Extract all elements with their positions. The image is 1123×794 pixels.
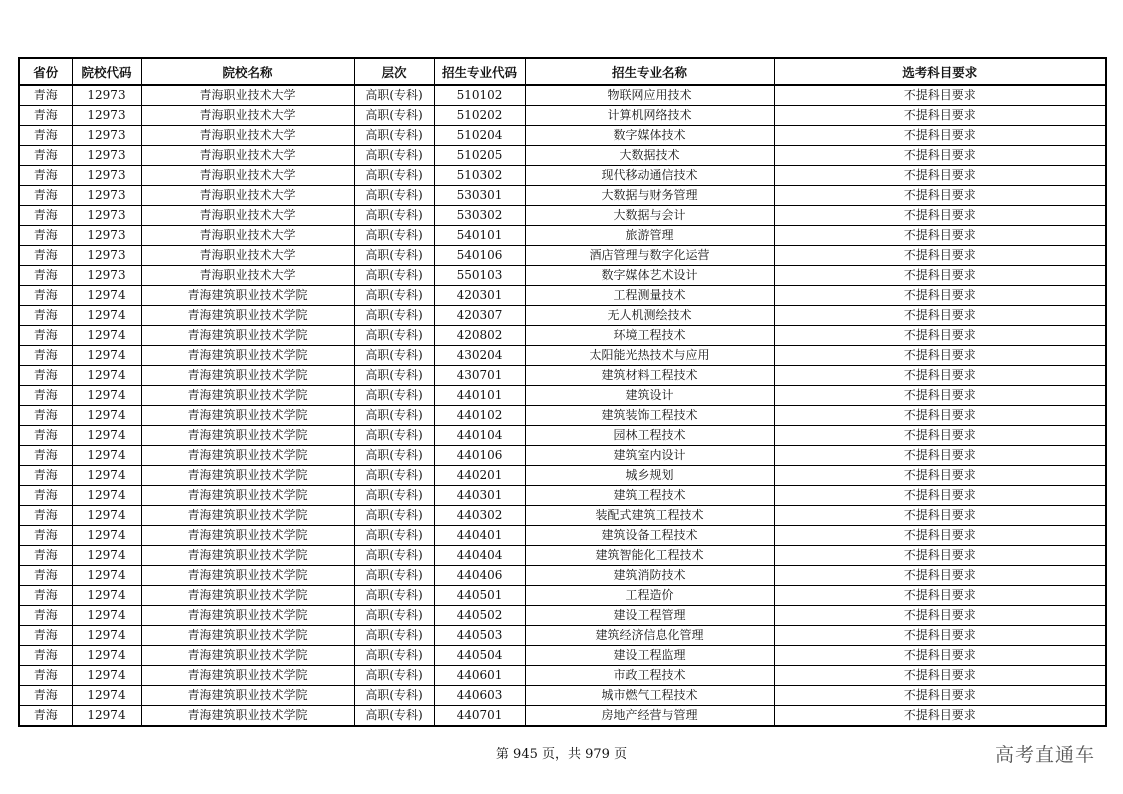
- cell-school-name: 青海建筑职业技术学院: [141, 626, 354, 646]
- cell-province: 青海: [19, 606, 72, 626]
- cell-level: 高职(专科): [354, 626, 434, 646]
- cell-school-name: 青海职业技术大学: [141, 206, 354, 226]
- cell-school-code: 12974: [72, 706, 141, 727]
- cell-school-code: 12973: [72, 266, 141, 286]
- cell-subject-requirement: 不提科目要求: [774, 306, 1106, 326]
- cell-major-name: 建筑室内设计: [525, 446, 774, 466]
- cell-major-code: 440502: [434, 606, 525, 626]
- header-row: [19, 58, 1106, 85]
- cell-subject-requirement: 不提科目要求: [774, 646, 1106, 666]
- cell-subject-requirement: 不提科目要求: [774, 446, 1106, 466]
- cell-school-code: 12974: [72, 686, 141, 706]
- cell-major-name: 现代移动通信技术: [525, 166, 774, 186]
- cell-subject-requirement: 不提科目要求: [774, 626, 1106, 646]
- cell-level: 高职(专科): [354, 286, 434, 306]
- cell-school-code: 12974: [72, 606, 141, 626]
- cell-school-name: 青海建筑职业技术学院: [141, 326, 354, 346]
- cell-major-name: 太阳能光热技术与应用: [525, 346, 774, 366]
- cell-province: 青海: [19, 426, 72, 446]
- cell-school-code: 12973: [72, 246, 141, 266]
- cell-major-name: 建设工程监理: [525, 646, 774, 666]
- cell-major-code: 540101: [434, 226, 525, 246]
- cell-subject-requirement: 不提科目要求: [774, 526, 1106, 546]
- cell-level: 高职(专科): [354, 146, 434, 166]
- cell-major-code: 540106: [434, 246, 525, 266]
- cell-school-code: 12973: [72, 85, 141, 106]
- cell-school-name: 青海建筑职业技术学院: [141, 566, 354, 586]
- cell-major-code: 530302: [434, 206, 525, 226]
- cell-major-name: 园林工程技术: [525, 426, 774, 446]
- cell-major-name: 城市燃气工程技术: [525, 686, 774, 706]
- cell-major-code: 530301: [434, 186, 525, 206]
- column-header-school-code: 院校代码: [72, 58, 141, 85]
- cell-province: 青海: [19, 266, 72, 286]
- cell-province: 青海: [19, 106, 72, 126]
- cell-school-name: 青海建筑职业技术学院: [141, 606, 354, 626]
- cell-province: 青海: [19, 486, 72, 506]
- cell-province: 青海: [19, 246, 72, 266]
- cell-major-code: 440301: [434, 486, 525, 506]
- cell-major-name: 建筑智能化工程技术: [525, 546, 774, 566]
- cell-province: 青海: [19, 506, 72, 526]
- cell-major-code: 430701: [434, 366, 525, 386]
- cell-major-code: 440504: [434, 646, 525, 666]
- cell-subject-requirement: 不提科目要求: [774, 266, 1106, 286]
- table-row: [19, 326, 1106, 346]
- cell-school-name: 青海建筑职业技术学院: [141, 666, 354, 686]
- cell-school-code: 12974: [72, 646, 141, 666]
- cell-level: 高职(专科): [354, 85, 434, 106]
- cell-subject-requirement: 不提科目要求: [774, 706, 1106, 727]
- cell-school-code: 12974: [72, 486, 141, 506]
- cell-major-name: 环境工程技术: [525, 326, 774, 346]
- cell-major-name: 市政工程技术: [525, 666, 774, 686]
- cell-subject-requirement: 不提科目要求: [774, 85, 1106, 106]
- cell-school-name: 青海职业技术大学: [141, 246, 354, 266]
- cell-subject-requirement: 不提科目要求: [774, 486, 1106, 506]
- cell-level: 高职(专科): [354, 566, 434, 586]
- cell-school-code: 12974: [72, 626, 141, 646]
- table-row: [19, 626, 1106, 646]
- cell-school-code: 12974: [72, 366, 141, 386]
- cell-subject-requirement: 不提科目要求: [774, 166, 1106, 186]
- cell-major-name: 建筑设计: [525, 386, 774, 406]
- cell-school-code: 12974: [72, 326, 141, 346]
- cell-school-code: 12974: [72, 446, 141, 466]
- cell-province: 青海: [19, 306, 72, 326]
- table-row: [19, 286, 1106, 306]
- column-header-province: 省份: [19, 58, 72, 85]
- cell-school-name: 青海建筑职业技术学院: [141, 486, 354, 506]
- cell-major-name: 房地产经营与管理: [525, 706, 774, 727]
- cell-province: 青海: [19, 526, 72, 546]
- cell-level: 高职(专科): [354, 206, 434, 226]
- cell-subject-requirement: 不提科目要求: [774, 106, 1106, 126]
- cell-school-name: 青海职业技术大学: [141, 186, 354, 206]
- cell-school-name: 青海建筑职业技术学院: [141, 406, 354, 426]
- cell-subject-requirement: 不提科目要求: [774, 366, 1106, 386]
- cell-major-code: 440401: [434, 526, 525, 546]
- cell-school-code: 12973: [72, 206, 141, 226]
- table-row: [19, 486, 1106, 506]
- cell-level: 高职(专科): [354, 426, 434, 446]
- table-row: [19, 366, 1106, 386]
- cell-major-name: 建筑消防技术: [525, 566, 774, 586]
- cell-level: 高职(专科): [354, 186, 434, 206]
- cell-school-name: 青海建筑职业技术学院: [141, 526, 354, 546]
- cell-major-code: 510205: [434, 146, 525, 166]
- cell-level: 高职(专科): [354, 466, 434, 486]
- cell-major-name: 工程测量技术: [525, 286, 774, 306]
- cell-subject-requirement: 不提科目要求: [774, 246, 1106, 266]
- table-row: [19, 406, 1106, 426]
- cell-major-name: 大数据技术: [525, 146, 774, 166]
- cell-major-code: 420307: [434, 306, 525, 326]
- cell-school-name: 青海建筑职业技术学院: [141, 426, 354, 446]
- cell-level: 高职(专科): [354, 226, 434, 246]
- cell-province: 青海: [19, 446, 72, 466]
- cell-province: 青海: [19, 566, 72, 586]
- cell-major-name: 建筑材料工程技术: [525, 366, 774, 386]
- cell-subject-requirement: 不提科目要求: [774, 426, 1106, 446]
- table-row: [19, 606, 1106, 626]
- table-row: [19, 646, 1106, 666]
- cell-major-code: 440406: [434, 566, 525, 586]
- cell-subject-requirement: 不提科目要求: [774, 506, 1106, 526]
- cell-major-code: 440101: [434, 386, 525, 406]
- cell-province: 青海: [19, 626, 72, 646]
- cell-school-name: 青海职业技术大学: [141, 85, 354, 106]
- table-row: [19, 426, 1106, 446]
- table-row: [19, 586, 1106, 606]
- cell-school-name: 青海建筑职业技术学院: [141, 646, 354, 666]
- cell-school-code: 12974: [72, 586, 141, 606]
- cell-province: 青海: [19, 166, 72, 186]
- cell-major-name: 计算机网络技术: [525, 106, 774, 126]
- table-row: [19, 546, 1106, 566]
- admissions-table: [18, 57, 1107, 727]
- table-header: [19, 58, 1106, 85]
- cell-school-name: 青海建筑职业技术学院: [141, 706, 354, 727]
- cell-level: 高职(专科): [354, 266, 434, 286]
- table-row: [19, 226, 1106, 246]
- cell-major-code: 440404: [434, 546, 525, 566]
- cell-level: 高职(专科): [354, 506, 434, 526]
- cell-subject-requirement: 不提科目要求: [774, 346, 1106, 366]
- cell-subject-requirement: 不提科目要求: [774, 666, 1106, 686]
- cell-school-code: 12973: [72, 126, 141, 146]
- cell-level: 高职(专科): [354, 486, 434, 506]
- table-row: [19, 706, 1106, 727]
- cell-level: 高职(专科): [354, 526, 434, 546]
- cell-major-code: 440503: [434, 626, 525, 646]
- cell-major-name: 数字媒体艺术设计: [525, 266, 774, 286]
- cell-major-code: 440501: [434, 586, 525, 606]
- cell-subject-requirement: 不提科目要求: [774, 326, 1106, 346]
- cell-school-code: 12974: [72, 506, 141, 526]
- table-row: [19, 346, 1106, 366]
- cell-province: 青海: [19, 666, 72, 686]
- cell-province: 青海: [19, 546, 72, 566]
- cell-school-code: 12973: [72, 186, 141, 206]
- cell-province: 青海: [19, 386, 72, 406]
- cell-school-name: 青海职业技术大学: [141, 126, 354, 146]
- cell-province: 青海: [19, 186, 72, 206]
- cell-school-name: 青海建筑职业技术学院: [141, 446, 354, 466]
- cell-subject-requirement: 不提科目要求: [774, 566, 1106, 586]
- table-row: [19, 206, 1106, 226]
- cell-subject-requirement: 不提科目要求: [774, 406, 1106, 426]
- cell-province: 青海: [19, 466, 72, 486]
- cell-level: 高职(专科): [354, 306, 434, 326]
- cell-subject-requirement: 不提科目要求: [774, 146, 1106, 166]
- cell-school-name: 青海职业技术大学: [141, 226, 354, 246]
- table-row: [19, 566, 1106, 586]
- cell-school-code: 12974: [72, 306, 141, 326]
- cell-major-name: 建设工程管理: [525, 606, 774, 626]
- cell-school-name: 青海职业技术大学: [141, 146, 354, 166]
- cell-major-code: 510202: [434, 106, 525, 126]
- cell-province: 青海: [19, 406, 72, 426]
- cell-level: 高职(专科): [354, 326, 434, 346]
- cell-school-name: 青海建筑职业技术学院: [141, 686, 354, 706]
- column-header-major-name: 招生专业名称: [525, 58, 774, 85]
- table-row: [19, 85, 1106, 106]
- column-header-level: 层次: [354, 58, 434, 85]
- cell-province: 青海: [19, 706, 72, 727]
- cell-province: 青海: [19, 326, 72, 346]
- table-row: [19, 386, 1106, 406]
- cell-level: 高职(专科): [354, 686, 434, 706]
- table-row: [19, 146, 1106, 166]
- table-row: [19, 466, 1106, 486]
- cell-major-name: 建筑设备工程技术: [525, 526, 774, 546]
- cell-major-name: 大数据与会计: [525, 206, 774, 226]
- table-row: [19, 686, 1106, 706]
- column-header-school-name: 院校名称: [141, 58, 354, 85]
- table-body: [19, 85, 1106, 726]
- cell-school-code: 12974: [72, 406, 141, 426]
- cell-province: 青海: [19, 206, 72, 226]
- cell-province: 青海: [19, 366, 72, 386]
- table-row: [19, 166, 1106, 186]
- cell-subject-requirement: 不提科目要求: [774, 206, 1106, 226]
- cell-level: 高职(专科): [354, 666, 434, 686]
- cell-subject-requirement: 不提科目要求: [774, 186, 1106, 206]
- table-row: [19, 666, 1106, 686]
- cell-major-code: 440102: [434, 406, 525, 426]
- cell-major-code: 420802: [434, 326, 525, 346]
- cell-school-name: 青海建筑职业技术学院: [141, 346, 354, 366]
- cell-school-name: 青海职业技术大学: [141, 106, 354, 126]
- cell-major-code: 550103: [434, 266, 525, 286]
- table-row: [19, 446, 1106, 466]
- table-row: [19, 106, 1106, 126]
- cell-school-code: 12974: [72, 526, 141, 546]
- cell-school-code: 12974: [72, 666, 141, 686]
- table-row: [19, 266, 1106, 286]
- cell-school-name: 青海建筑职业技术学院: [141, 366, 354, 386]
- cell-level: 高职(专科): [354, 106, 434, 126]
- cell-school-code: 12974: [72, 286, 141, 306]
- cell-province: 青海: [19, 646, 72, 666]
- cell-school-code: 12973: [72, 106, 141, 126]
- cell-school-code: 12974: [72, 346, 141, 366]
- cell-school-name: 青海建筑职业技术学院: [141, 586, 354, 606]
- cell-school-name: 青海建筑职业技术学院: [141, 286, 354, 306]
- cell-level: 高职(专科): [354, 706, 434, 727]
- cell-school-code: 12974: [72, 566, 141, 586]
- cell-major-code: 440106: [434, 446, 525, 466]
- cell-major-code: 510204: [434, 126, 525, 146]
- cell-province: 青海: [19, 586, 72, 606]
- cell-major-code: 430204: [434, 346, 525, 366]
- cell-province: 青海: [19, 85, 72, 106]
- column-header-subject-requirement: 选考科目要求: [774, 58, 1106, 85]
- table-row: [19, 526, 1106, 546]
- cell-school-code: 12973: [72, 166, 141, 186]
- column-header-major-code: 招生专业代码: [434, 58, 525, 85]
- page-number: 第 945 页，共 979 页: [495, 747, 628, 762]
- cell-major-code: 440201: [434, 466, 525, 486]
- cell-level: 高职(专科): [354, 386, 434, 406]
- cell-major-name: 数字媒体技术: [525, 126, 774, 146]
- cell-level: 高职(专科): [354, 346, 434, 366]
- cell-school-name: 青海建筑职业技术学院: [141, 546, 354, 566]
- cell-major-name: 工程造价: [525, 586, 774, 606]
- cell-major-name: 装配式建筑工程技术: [525, 506, 774, 526]
- cell-province: 青海: [19, 346, 72, 366]
- cell-province: 青海: [19, 686, 72, 706]
- table-row: [19, 186, 1106, 206]
- cell-subject-requirement: 不提科目要求: [774, 586, 1106, 606]
- cell-subject-requirement: 不提科目要求: [774, 466, 1106, 486]
- cell-school-name: 青海职业技术大学: [141, 166, 354, 186]
- cell-school-code: 12974: [72, 386, 141, 406]
- cell-school-name: 青海职业技术大学: [141, 266, 354, 286]
- cell-major-code: 510302: [434, 166, 525, 186]
- cell-major-code: 440104: [434, 426, 525, 446]
- cell-school-code: 12974: [72, 466, 141, 486]
- cell-subject-requirement: 不提科目要求: [774, 686, 1106, 706]
- table-row: [19, 306, 1106, 326]
- cell-level: 高职(专科): [354, 446, 434, 466]
- cell-level: 高职(专科): [354, 586, 434, 606]
- cell-major-code: 420301: [434, 286, 525, 306]
- cell-major-name: 大数据与财务管理: [525, 186, 774, 206]
- cell-school-code: 12973: [72, 146, 141, 166]
- cell-major-code: 440603: [434, 686, 525, 706]
- cell-school-name: 青海建筑职业技术学院: [141, 506, 354, 526]
- cell-province: 青海: [19, 126, 72, 146]
- cell-major-name: 建筑经济信息化管理: [525, 626, 774, 646]
- cell-province: 青海: [19, 226, 72, 246]
- cell-major-name: 物联网应用技术: [525, 85, 774, 106]
- cell-school-name: 青海建筑职业技术学院: [141, 466, 354, 486]
- cell-major-code: 440701: [434, 706, 525, 727]
- cell-province: 青海: [19, 146, 72, 166]
- cell-school-code: 12973: [72, 226, 141, 246]
- cell-major-code: 510102: [434, 85, 525, 106]
- cell-school-code: 12974: [72, 426, 141, 446]
- cell-level: 高职(专科): [354, 646, 434, 666]
- cell-major-name: 建筑装饰工程技术: [525, 406, 774, 426]
- cell-level: 高职(专科): [354, 406, 434, 426]
- cell-subject-requirement: 不提科目要求: [774, 226, 1106, 246]
- cell-subject-requirement: 不提科目要求: [774, 386, 1106, 406]
- cell-level: 高职(专科): [354, 606, 434, 626]
- cell-major-code: 440302: [434, 506, 525, 526]
- cell-level: 高职(专科): [354, 166, 434, 186]
- table-row: [19, 506, 1106, 526]
- cell-level: 高职(专科): [354, 126, 434, 146]
- cell-subject-requirement: 不提科目要求: [774, 126, 1106, 146]
- cell-school-name: 青海建筑职业技术学院: [141, 306, 354, 326]
- table-row: [19, 126, 1106, 146]
- cell-major-name: 旅游管理: [525, 226, 774, 246]
- cell-subject-requirement: 不提科目要求: [774, 546, 1106, 566]
- cell-major-name: 无人机测绘技术: [525, 306, 774, 326]
- cell-subject-requirement: 不提科目要求: [774, 606, 1106, 626]
- cell-major-code: 440601: [434, 666, 525, 686]
- cell-level: 高职(专科): [354, 366, 434, 386]
- cell-major-name: 建筑工程技术: [525, 486, 774, 506]
- table-row: [19, 246, 1106, 266]
- cell-major-name: 城乡规划: [525, 466, 774, 486]
- cell-subject-requirement: 不提科目要求: [774, 286, 1106, 306]
- cell-province: 青海: [19, 286, 72, 306]
- cell-school-code: 12974: [72, 546, 141, 566]
- watermark-logo: 高考直通车: [994, 744, 1095, 766]
- cell-level: 高职(专科): [354, 246, 434, 266]
- cell-major-name: 酒店管理与数字化运营: [525, 246, 774, 266]
- cell-school-name: 青海建筑职业技术学院: [141, 386, 354, 406]
- cell-level: 高职(专科): [354, 546, 434, 566]
